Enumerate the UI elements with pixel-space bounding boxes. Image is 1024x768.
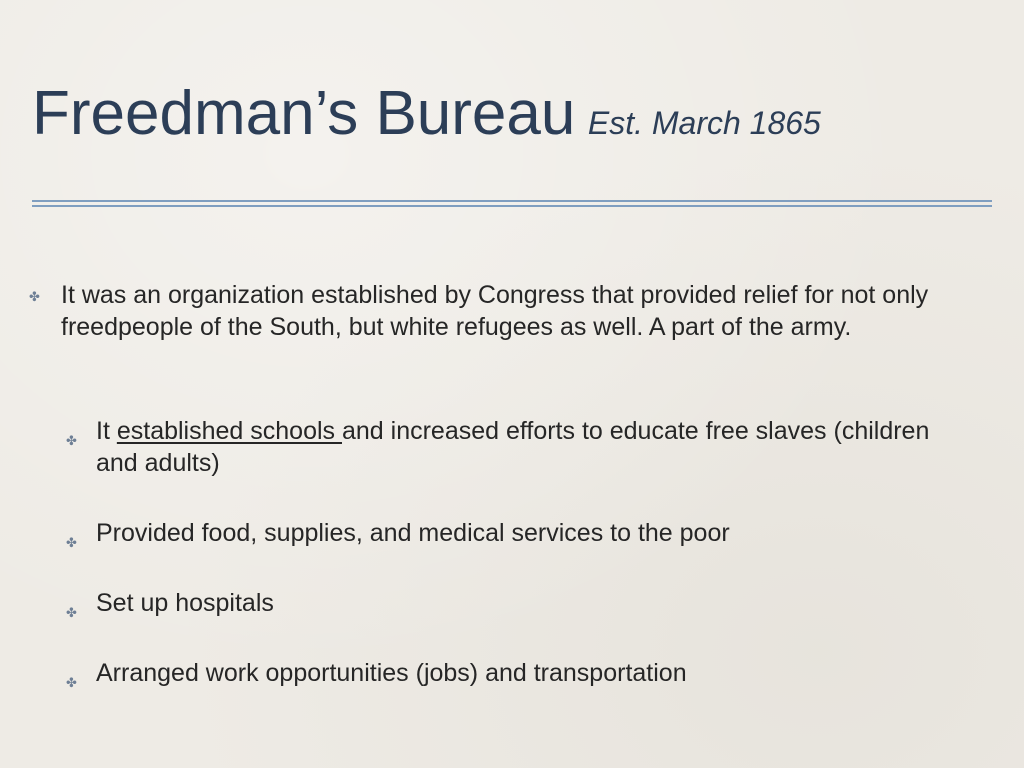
bullet-icon: ✤ — [66, 535, 77, 550]
sub-point-work: Arranged work opportunities (jobs) and transportation — [96, 659, 687, 687]
sub-point-food: Provided food, supplies, and medical services to the poor — [96, 519, 730, 547]
bullet-icon: ✤ — [66, 433, 77, 448]
sub-point-prefix: It — [96, 417, 117, 445]
slide-subtitle: Est. March 1865 — [587, 105, 821, 141]
title-divider-top — [32, 200, 992, 202]
sub-point-hospitals: Set up hospitals — [96, 589, 274, 617]
sub-point-suffix: and increased efforts to educate free slaves (children and adults) — [96, 417, 930, 477]
bullet-icon: ✤ — [66, 605, 77, 620]
slide-title: Freedman’s Bureau — [32, 79, 576, 148]
slide-title-row — [32, 78, 821, 149]
sub-point-schools — [96, 415, 976, 479]
main-point: It was an organization established by Congress that provided relief for not only freedpeople of the South, but white refugees as well. A part of the army. — [61, 281, 929, 341]
sub-point-emphasis: established schools — [116, 417, 342, 445]
title-divider-bottom — [32, 205, 992, 207]
bullet-icon: ✤ — [29, 289, 40, 304]
bullet-icon: ✤ — [66, 675, 77, 690]
